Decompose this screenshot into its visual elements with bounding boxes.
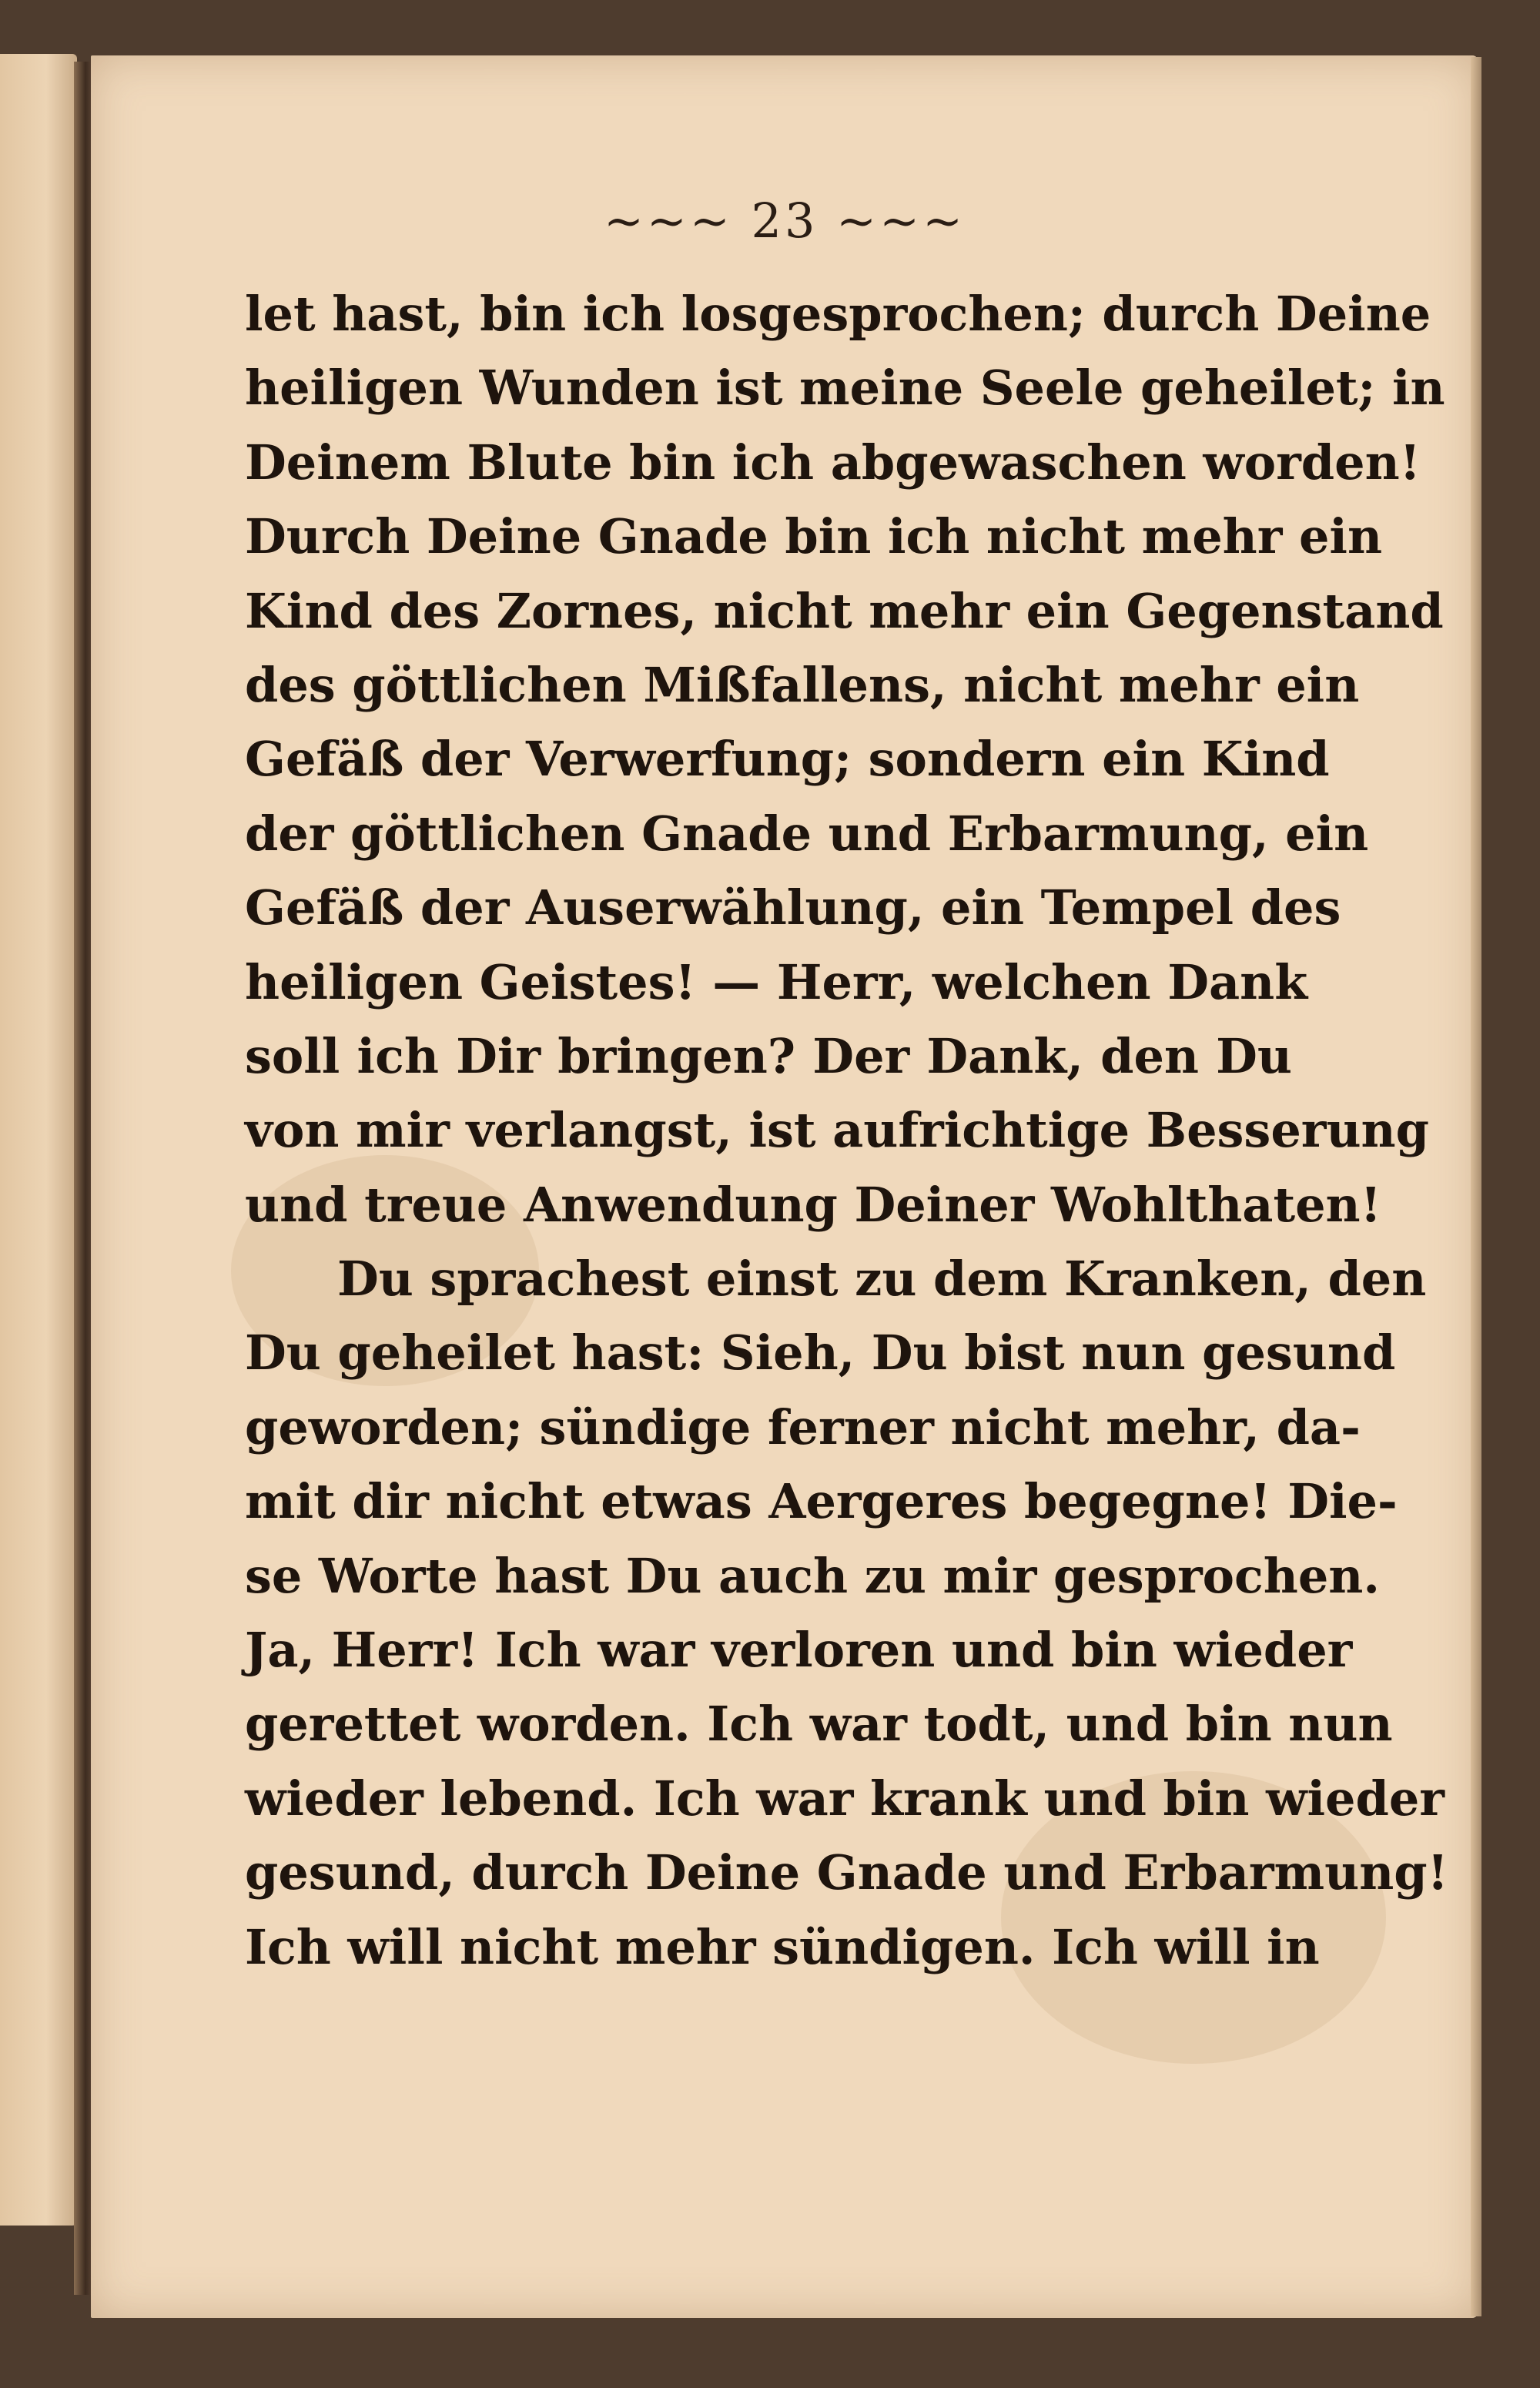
text-line: heiligen Geistes! — Herr, welchen Dank [245, 953, 1308, 1010]
ornament-right: ~~~ [836, 193, 966, 249]
text-line: Du sprachest einst zu dem Kranken, den [337, 1251, 1427, 1308]
text-line: Gefäß der Verwerfung; sondern ein Kind [245, 731, 1330, 788]
text-line: mit dir nicht etwas Aergeres begegne! Die- [245, 1473, 1398, 1530]
text-line: Gefäß der Auserwählung, ein Tempel des [245, 879, 1341, 936]
page-header [91, 193, 1478, 249]
body-text [245, 277, 1448, 1984]
text-line: heiligen Wunden ist meine Seele geheilet; in [245, 360, 1445, 417]
text-line: geworden; sündige ferner nicht mehr, da- [245, 1398, 1361, 1455]
text-line: wieder lebend. Ich war krank und bin wieder [245, 1770, 1445, 1827]
text-line: Ich will nicht mehr sündigen. Ich will in [245, 1918, 1320, 1975]
ornament-left: ~~~ [603, 193, 733, 249]
text-line: Kind des Zornes, nicht mehr ein Gegenstand [245, 582, 1444, 639]
page-edge [1471, 57, 1481, 2316]
text-line: Deinem Blute bin ich abgewaschen worden! [245, 434, 1421, 491]
text-line: des göttlichen Mißfallens, nicht mehr ein [245, 656, 1360, 713]
text-line: Durch Deine Gnade bin ich nicht mehr ein [245, 508, 1383, 565]
text-line: Ja, Herr! Ich war verloren und bin wieder [245, 1622, 1353, 1679]
text-line: der göttlichen Gnade und Erbarmung, ein [245, 805, 1369, 862]
left-page-edge [0, 54, 77, 2226]
text-line: gesund, durch Deine Gnade und Erbarmung! [245, 1844, 1448, 1901]
page-number: 23 [751, 193, 819, 249]
text-line: se Worte hast Du auch zu mir gesprochen. [245, 1547, 1380, 1604]
text-line: let hast, bin ich losgesprochen; durch Deine [245, 286, 1431, 342]
text-line: soll ich Dir bringen? Der Dank, den Du [245, 1027, 1292, 1084]
text-line: Du geheilet hast: Sieh, Du bist nun gesund [245, 1325, 1396, 1382]
text-line: gerettet worden. Ich war todt, und bin nun [245, 1696, 1393, 1753]
text-line: von mir verlangst, ist aufrichtige Besserung [245, 1102, 1429, 1159]
text-line: und treue Anwendung Deiner Wohlthaten! [245, 1176, 1381, 1233]
